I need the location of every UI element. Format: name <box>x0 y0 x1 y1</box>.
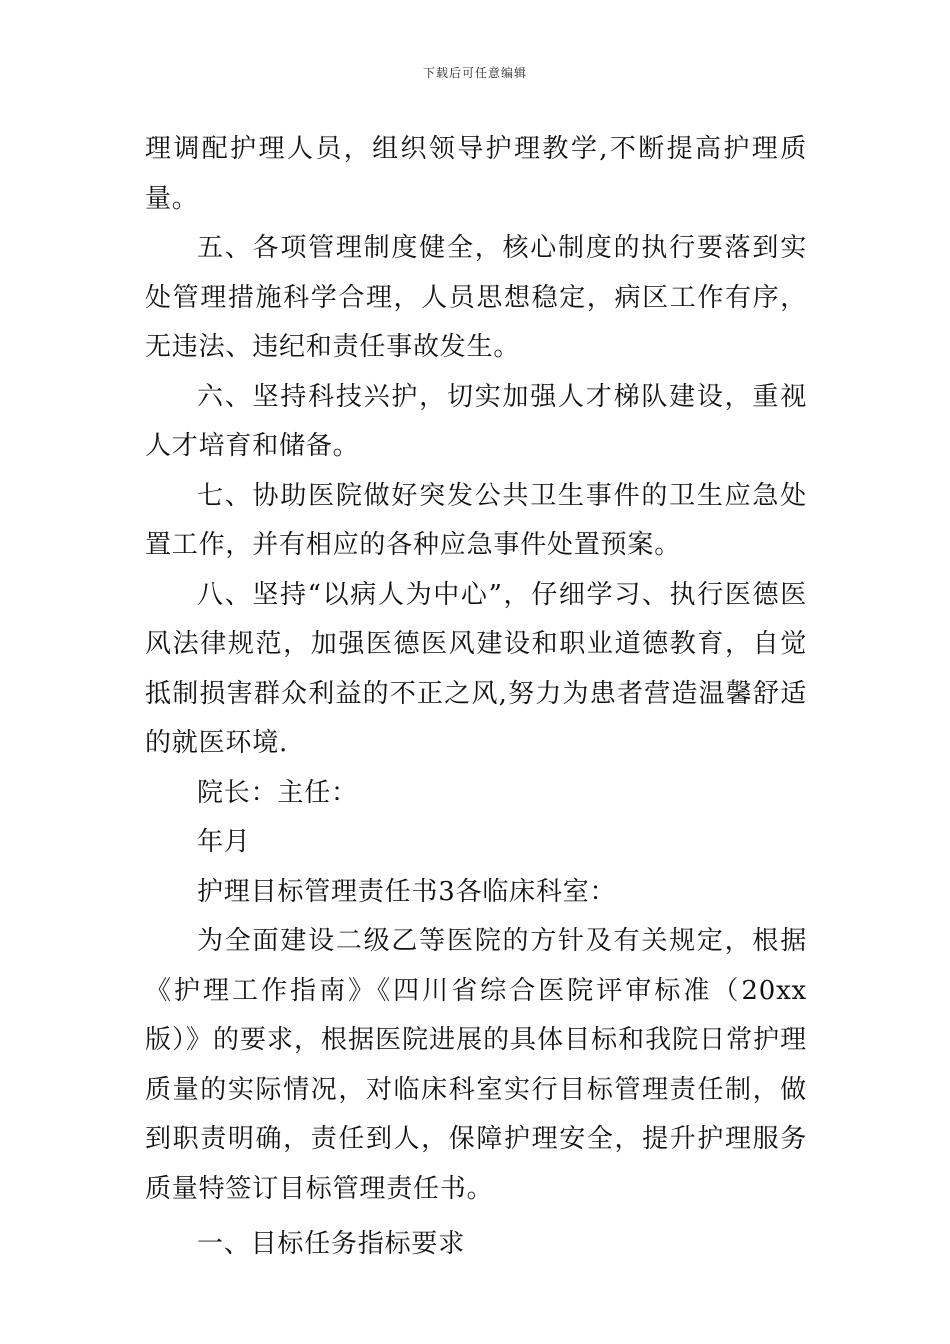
paragraph-item-7: 七、协助医院做好突发公共卫生事件的卫生应急处置工作，并有相应的各种应急事件处置预案。 <box>145 480 807 560</box>
document-body <box>145 125 807 1270</box>
paragraph-item-6: 六、坚持科技兴护，切实加强人才梯队建设，重视人才培育和储备。 <box>145 381 807 461</box>
paragraph-continuation: 理调配护理人员，组织领导护理教学,不断提高护理质量。 <box>145 134 807 214</box>
document-subtitle: 护理目标管理责任书3各临床科室： <box>197 876 617 907</box>
date-line: 年月 <box>197 827 251 857</box>
paragraph-item-5: 五、各项管理制度健全，核心制度的执行要落到实处管理措施科学合理，人员思想稳定，病区工作有序，无违法、违纪和责任事故发生。 <box>145 233 807 362</box>
paragraph-item-8: 八、坚持“以病人为中心”，仔细学习、执行医德医风法律规范，加强医德医风建设和职业道德教育，自觉抵制损害群众利益的不正之风,努力为患者营造温馨舒适的就医环境. <box>145 579 807 758</box>
section-heading: 一、目标任务指标要求 <box>197 1229 466 1259</box>
paragraph-intro: 为全面建设二级乙等医院的方针及有关规定，根据《护理工作指南》《四川省综合医院评审标准（20xx版）》的要求，根据医院进展的具体目标和我院日常护理质量的实际情况，对临床科室实行目标管理责任制，做到职责明确，责任到人，保障护理安全，提升护理服务质量特签订目标管理责任书。 <box>145 926 807 1204</box>
signature-line: 院长：主任： <box>197 777 358 808</box>
page-header: 下载后可任意编辑 <box>422 66 527 80</box>
